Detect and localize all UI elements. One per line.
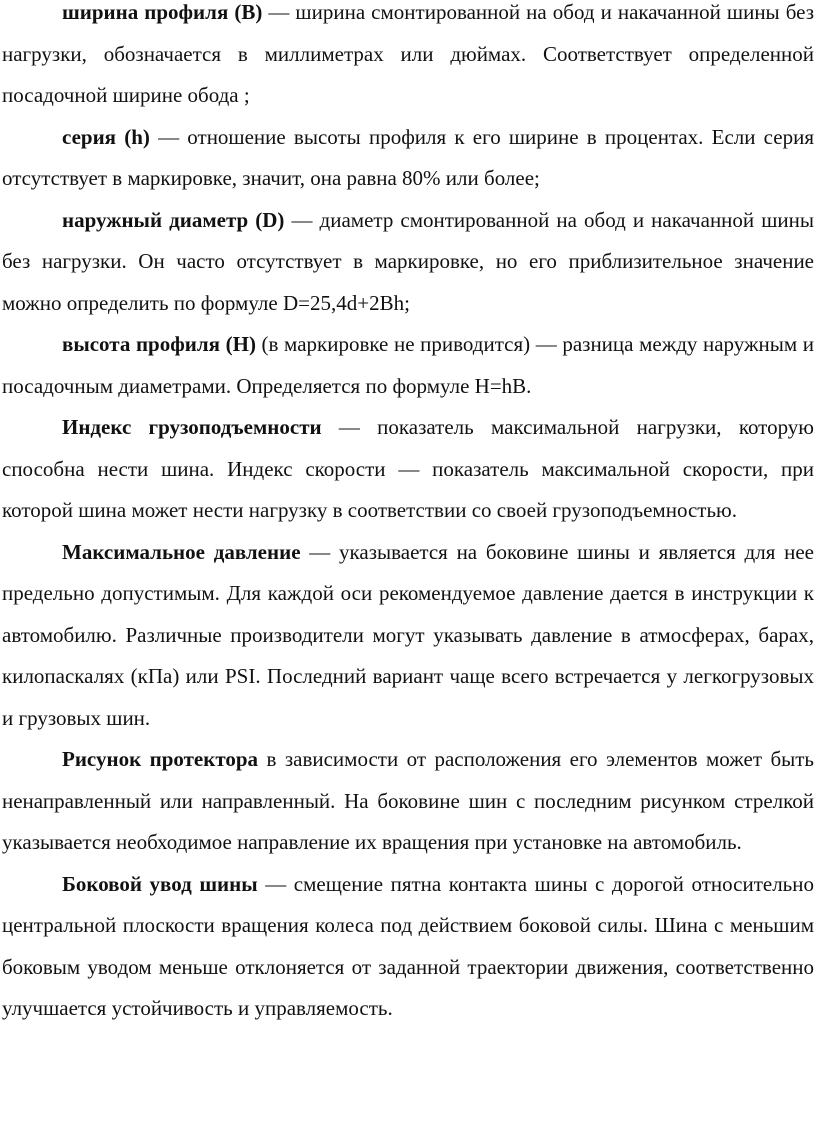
paragraph-load-index [2,407,814,532]
paragraph-side-slip [2,864,814,1030]
definition-series: — отношение высоты профиля к его ширине в процентах. Если серия отсутствует в маркировке, значит, она равна 80% или более; [2,124,814,190]
term-series: серия (h) [62,124,150,149]
paragraph-tread-pattern [2,739,814,864]
definition-tire-width: — ширина смонтированной на обод и накачанной шины без нагрузки, обозначается в миллиметрах или дюймах. Соответствует определенной посадочной ширине обода ; [2,0,814,107]
definition-load-index: — показатель максимальной нагрузки, которую способна нести шина. Индекс скорости — показатель максимальной скорости, при которой шина может нести нагрузку в соответствии со своей грузоподъемностью. [2,415,814,522]
term-load-index: Индекс грузоподъемности [62,415,322,439]
term-tire-width: ширина профиля (B) [62,0,263,24]
paragraph-max-pressure [2,532,814,740]
term-side-slip: Боковой увод шины [62,871,258,896]
definition-tread-pattern: в зависимости от расположения его элементов может быть ненаправленный или направленный. На боковине шин с последним рисунком стрелкой указывается необходимое направление их вращения при установке на автомобиль. [2,747,814,854]
paragraph-profile-height [2,324,814,407]
definition-profile-height: (в маркировке не приводится) — разница между наружным и посадочным диаметрами. Определяется по формуле H=hB. [2,332,814,398]
term-profile-height: высота профиля (H) [62,332,256,356]
definition-outer-diameter: — диаметр смонтированной на обод и накачанной шины без нагрузки. Он часто отсутствует в маркировке, но его приблизительное значение можно определить по формуле D=25,4d+2Bh; [2,207,814,315]
term-outer-diameter: наружный диаметр (D) [62,207,285,232]
paragraph-outer-diameter [2,200,814,325]
term-tread-pattern: Рисунок протектора [62,747,259,771]
definition-max-pressure: — указывается на боковине шины и является для нее предельно допустимым. Для каждой оси рекомендуемое давление дается в инструкции к автомобилю. Различные производители могут указывать давление в атмосферах, барах, килопаскалях (кПа) или PSI. Последний вариант чаще всего встречается у легкогрузовых и грузовых шин. [2,539,815,730]
paragraph-series [2,117,814,200]
paragraph-tire-width [2,0,814,117]
definition-side-slip: — смещение пятна контакта шины с дорогой относительно центральной плоскости вращения колеса под действием боковой силы. Шина с меньшим боковым уводом меньше отклоняется от заданной траектории движения, соответственно улучшается устойчивость и управляемость. [2,871,814,1020]
term-max-pressure: Максимальное давление [62,539,301,564]
